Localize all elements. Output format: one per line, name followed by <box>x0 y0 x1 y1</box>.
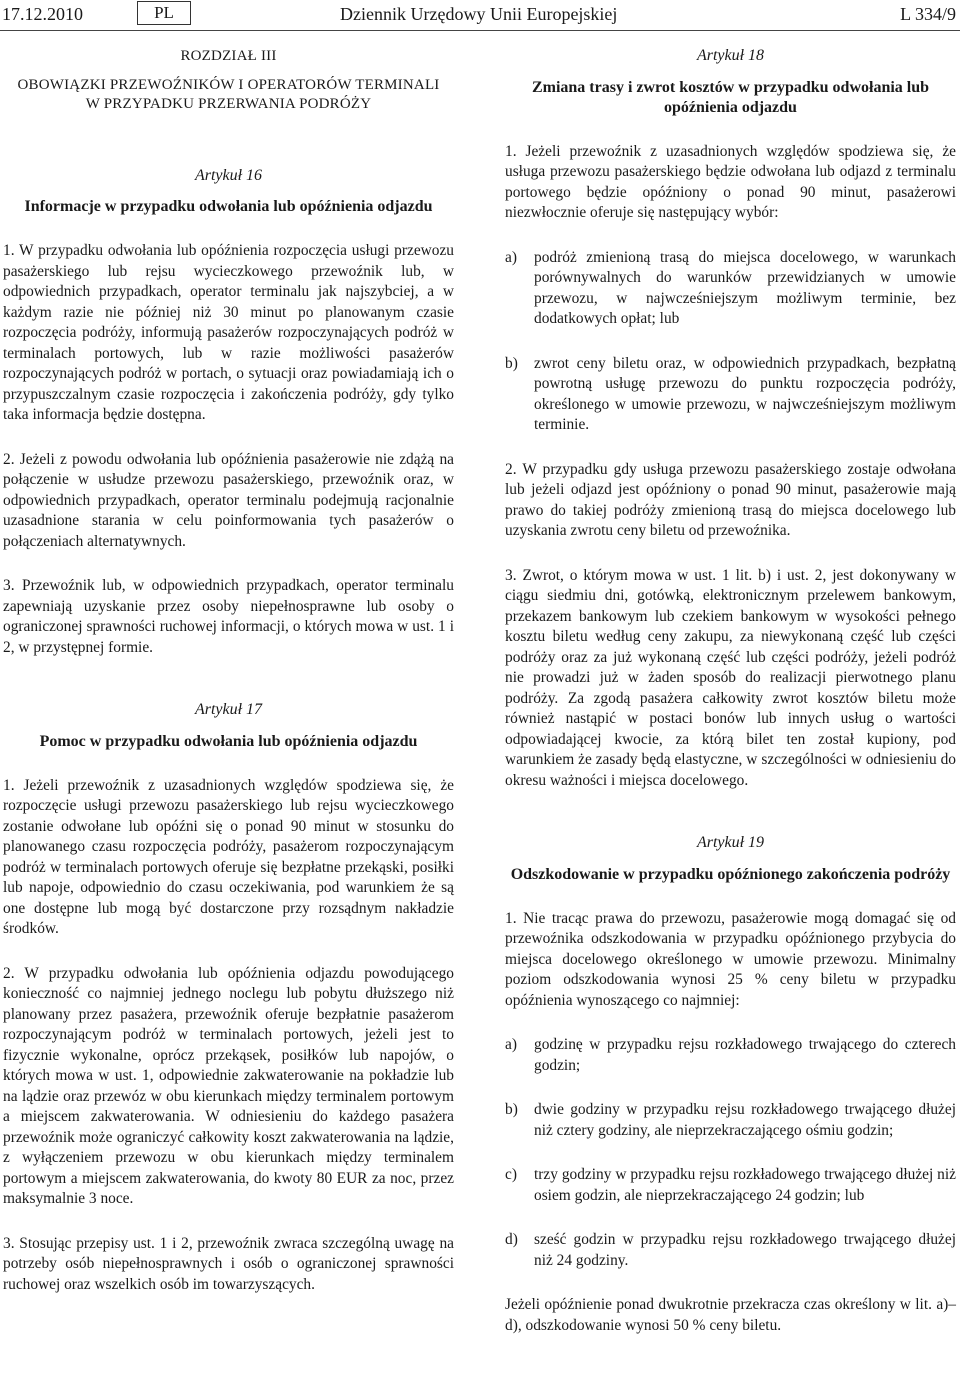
item-label: d) <box>505 1231 518 1248</box>
page-reference: L 334/9 <box>900 4 956 24</box>
article-18-title: Zmiana trasy i zwrot kosztów w przypadku odwołania lub opóźnienia odjazdu <box>531 78 930 116</box>
article-18-paragraph-1: 1. Jeżeli przewoźnik z uzasadnionych względów spodziewa się, że usługa przewozu pasażerskiego będzie odwołana lub odjazd z terminalu portowego będzie opóźniony o ponad 90 minut, pasażerowi niezwłocznie oferuje się następujący wybór: <box>505 142 956 221</box>
article-17-paragraph-2: 2. W przypadku odwołania lub opóźnienia odjazdu powodującego konieczność co najmniej jednego noclegu lub pobytu dłuższego niż planowany przez pasażera, przewoźnik oferuje bezpłatnie pasażerom rozpoczynającym podróż w terminalach portowych, jeżeli jest to fizycznie wykonalne, oprócz przekąsek, posiłków lub napojów, o których mowa w ust. 1, odpowiednie zakwaterowanie na pokładzie lub na lądzie oraz przewóz w obu kierunkach między terminalem portowym a miejscem zakwaterowania. W odniesieniu do każdego pasażera przewoźnik może ograniczyć całkowity koszt zakwaterowania na lądzie, z wyłączeniem przewozu w obu kierunkach między terminalem portowym a miejscem zakwaterowania, do kwoty 80 EUR za noc, przez maksymalnie 3 noce. <box>3 964 454 1207</box>
article-19-paragraph-1: 1. Nie tracąc prawa do przewozu, pasażerowie mogą domagać się od przewoźnika odszkodowania w przypadku opóźnionego przybycia do miejsca docelowego określonego w umowie przewozu. Minimalny poziom odszkodowania wynosi 25 % ceny biletu w przypadku opóźnienia wynoszącego co najmniej: <box>505 909 956 1009</box>
chapter-title-line-2: W PRZYPADKU PRZERWANIA PODRÓŻY <box>85 95 372 112</box>
article-17-paragraph-1: 1. Jeżeli przewoźnik z uzasadnionych względów spodziewa się, że rozpoczęcie usługi przewozu pasażerskiego lub rejsu wycieczkowego zostanie odwołane lub opóźni się o ponad 90 minut w stosunku do planowanego czasu rozpoczęcia podróży, pasażerom rozpoczynającym podróż w terminalach portowych oferuje się bezpłatne przekąski, posiłki lub napoje, odpowiednio do czasu oczekiwania, pod warunkiem że są one dostępne lub mogą być dostarczone przy rozsądnym nakładzie środków. <box>3 776 454 937</box>
article-18-number: Artykuł 18 <box>696 47 765 64</box>
article-19-item-d <box>505 1230 956 1271</box>
article-17-paragraph-3: 3. Stosując przepisy ust. 1 i 2, przewoźnik zwraca szczególną uwagę na potrzeby osób niepełnosprawnych i osób o ograniczonej sprawności ruchowej oraz wszelkich osób im towarzyszących. <box>3 1234 454 1293</box>
item-text: dwie godziny w przypadku rejsu rozkładowego trwającego dłużej niż cztery godziny, ale nieprzekraczającego ośmiu godzin; <box>534 1101 956 1139</box>
item-label: a) <box>505 248 517 266</box>
article-16-number: Artykuł 16 <box>194 166 263 184</box>
publication-date: 17.12.2010 <box>2 4 83 24</box>
article-19-paragraph-2: Jeżeli opóźnienie ponad dwukrotnie przekracza czas określony w lit. a)–d), odszkodowanie wynosi 50 % ceny biletu. <box>505 1296 956 1334</box>
item-text: sześć godzin w przypadku rejsu rozkładowego trwającego dłużej niż 24 godziny. <box>534 1231 956 1269</box>
chapter-title-line-1: OBOWIĄZKI PRZEWOŹNIKÓW I OPERATORÓW TERMINALI <box>17 76 440 93</box>
item-label: c) <box>505 1166 517 1183</box>
article-19-item-b <box>505 1100 956 1141</box>
right-column <box>505 46 956 1336</box>
page-header <box>0 0 960 36</box>
chapter-title <box>3 76 454 114</box>
journal-title: Dziennik Urzędowy Unii Europejskiej <box>340 4 618 24</box>
article-18-paragraph-2: 2. W przypadku gdy usługa przewozu pasażerskiego zostaje odwołana lub jeżeli odjazd jest opóźniony o ponad 90 minut, pasażerowie mają prawo do takiej podróży zmienioną trasą do miejsca docelowego lub uzyskania zwrotu ceny biletu od przewoźnika. <box>505 460 956 539</box>
article-18-item-a <box>505 248 956 330</box>
item-label: b) <box>505 354 518 372</box>
chapter-number: ROZDZIAŁ III <box>180 48 277 64</box>
item-text: trzy godziny w przypadku rejsu rozkładowego trwającego dłużej niż osiem godzin, ale nieprzekraczającego 24 godzin; lub <box>534 1166 956 1204</box>
item-text: zwrot ceny biletu oraz, w odpowiednich przypadkach, bezpłatną powrotną usługę przewozu do punktu rozpoczęcia podróży, określonego w umowie przewozu, w najwcześniejszym możliwym terminie. <box>534 354 956 433</box>
article-17-number: Artykuł 17 <box>194 701 263 718</box>
article-16-paragraph-2: 2. Jeżeli z powodu odwołania lub opóźnienia pasażerowie nie zdążą na połączenie w usłudze przewozu pasażerskiego, przewoźnik oraz, w odpowiednich przypadkach, operator terminalu podejmują racjonalnie uzasadnione starania w celu poinformowania tych pasażerów o połączeniach alternatywnych. <box>3 450 454 550</box>
item-text: godzinę w przypadku rejsu rozkładowego trwającego do czterech godzin; <box>534 1036 956 1074</box>
item-text: podróż zmienioną trasą do miejsca docelowego, w warunkach porównywalnych do warunków przewidzianych w umowie przewozu, w najwcześniejszym możliwym terminie, bez dodatkowych opłat; lub <box>534 248 956 327</box>
article-18-paragraph-3: 3. Zwrot, o którym mowa w ust. 1 lit. b) i ust. 2, jest dokonywany w ciągu siedmiu dni, gotówką, elektronicznym przelewem bankowym, przekazem bankowym lub czekiem bankowym w wysokości pełnego kosztu biletu według ceny zakupu, za niewykonaną część lub części podróży oraz za już wykonaną część lub części podróży, jeżeli podróż nie prowadzi już w żaden sposób do realizacji pierwotnego planu podróży. Za zgodą pasażera całkowity zwrot kosztów biletu może również nastąpić w postaci bonów lub innych usług o wartości odpowiadającej kwocie, za którą bilet ten został kupiony, pod warunkiem że zasady będą elastyczne, w szczególności w odniesieniu do okresu ważności i miejsca docelowego. <box>505 566 956 789</box>
article-19-title: Odszkodowanie w przypadku opóźnionego zakończenia podróży <box>510 865 951 883</box>
header-rule <box>0 30 960 31</box>
language-badge: PL <box>137 1 191 25</box>
article-16-title: Informacje w przypadku odwołania lub opóźnienia odjazdu <box>24 198 433 215</box>
article-19-item-c <box>505 1165 956 1206</box>
article-19-number: Artykuł 19 <box>696 834 765 851</box>
article-19-item-a <box>505 1035 956 1076</box>
left-column <box>3 46 454 1295</box>
article-16-paragraph-3: 3. Przewoźnik lub, w odpowiednich przypadkach, operator terminalu zapewniają uzyskanie przez osoby niepełnosprawne lub osoby o ograniczonej sprawności ruchowej informacji, o których mowa w ust. 1 i 2, w przystępnej formie. <box>3 577 454 656</box>
chapter-heading <box>3 46 454 114</box>
article-17-title: Pomoc w przypadku odwołania lub opóźnienia odjazdu <box>39 732 418 750</box>
item-label: b) <box>505 1101 518 1118</box>
article-16-paragraph-1: 1. W przypadku odwołania lub opóźnienia rozpoczęcia usługi przewozu pasażerskiego lub rejsu wycieczkowego przewoźnik lub, w odpowiednich przypadkach, operator terminalu jak najszybciej, a w każdym razie nie później niż 30 minut po planowanym czasie rozpoczęcia podróży, informują pasażerów rozpoczynających podróż w terminalach portowych, lub w razie możliwości pasażerów rozpoczynających podróż w portach, o sytuacji oraz powiadamiają ich o przypuszczalnym czasie rozpoczęcia i zakończenia podróży, gdy tylko taka informacja będzie dostępna. <box>3 242 454 423</box>
item-label: a) <box>505 1036 517 1053</box>
article-18-item-b <box>505 354 956 436</box>
